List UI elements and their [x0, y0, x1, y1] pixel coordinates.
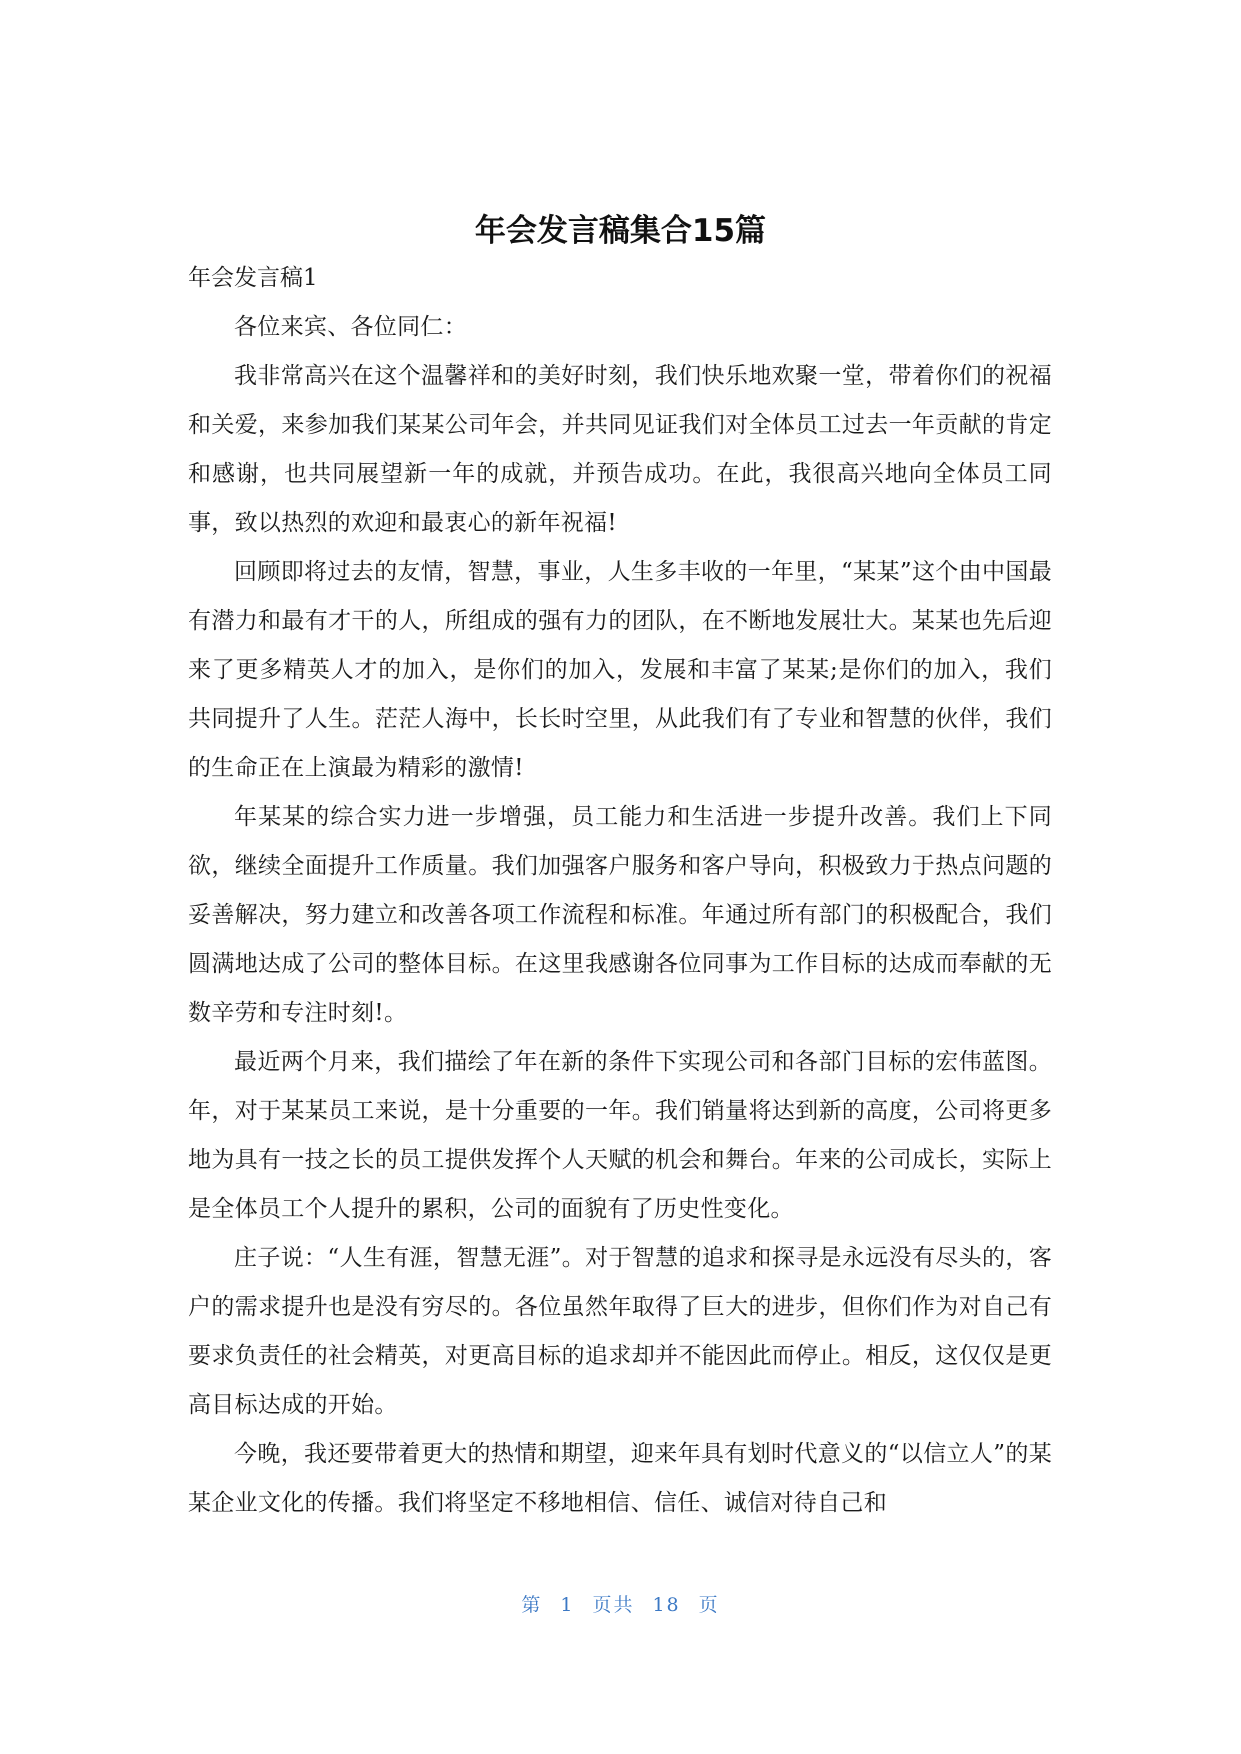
- paragraph: 我非常高兴在这个温馨祥和的美好时刻，我们快乐地欢聚一堂，带着你们的祝福和关爱，来参加我们某某公司年会，并共同见证我们对全体员工过去一年贡献的肯定和感谢，也共同展望新一年的成就，并预告成功。在此，我很高兴地向全体员工同事，致以热烈的欢迎和最衷心的新年祝福!: [188, 363, 1052, 536]
- footer-middle: 页共: [592, 1594, 635, 1616]
- footer-prefix: 第: [521, 1594, 543, 1616]
- document-body: [188, 254, 1052, 1528]
- paragraph-salutation: 各位来宾、各位同仁：: [234, 314, 467, 340]
- paragraph: 年某某的综合实力进一步增强，员工能力和生活进一步提升改善。我们上下同欲，继续全面提升工作质量。我们加强客户服务和客户导向，积极致力于热点问题的妥善解决，努力建立和改善各项工作流程和标准。年通过所有部门的积极配合，我们圆满地达成了公司的整体目标。在这里我感谢各位同事为工作目标的达成而奉献的无数辛劳和专注时刻!。: [188, 804, 1052, 1026]
- paragraph: 回顾即将过去的友情，智慧，事业，人生多丰收的一年里，“某某”这个由中国最有潜力和最有才干的人，所组成的强有力的团队，在不断地发展壮大。某某也先后迎来了更多精英人才的加入，是你们的加入，发展和丰富了某某;是你们的加入，我们共同提升了人生。茫茫人海中，长长时空里，从此我们有了专业和智慧的伙伴，我们的生命正在上演最为精彩的激情!: [188, 559, 1052, 781]
- paragraph: 最近两个月来，我们描绘了年在新的条件下实现公司和各部门目标的宏伟蓝图。年，对于某某员工来说，是十分重要的一年。我们销量将达到新的高度，公司将更多地为具有一技之长的员工提供发挥个人天赋的机会和舞台。年来的公司成长，实际上是全体员工个人提升的累积，公司的面貌有了历史性变化。: [188, 1049, 1052, 1222]
- footer-current-page: 1: [560, 1594, 575, 1616]
- page-footer: [0, 1590, 1241, 1620]
- document-title: 年会发言稿集合15篇: [474, 212, 767, 249]
- paragraph: 今晚，我还要带着更大的热情和期望，迎来年具有划时代意义的“以信立人”的某某企业文化的传播。我们将坚定不移地相信、信任、诚信对待自己和: [188, 1441, 1052, 1516]
- paragraph: 庄子说：“人生有涯，智慧无涯”。对于智慧的追求和探寻是永远没有尽头的，客户的需求提升也是没有穷尽的。各位虽然年取得了巨大的进步，但你们作为对自己有要求负责任的社会精英，对更高目标的追求却并不能因此而停止。相反，这仅仅是更高目标达成的开始。: [188, 1245, 1052, 1418]
- section-heading: 年会发言稿1: [188, 265, 318, 291]
- footer-suffix: 页: [698, 1594, 720, 1616]
- footer-total-pages: 18: [652, 1594, 681, 1616]
